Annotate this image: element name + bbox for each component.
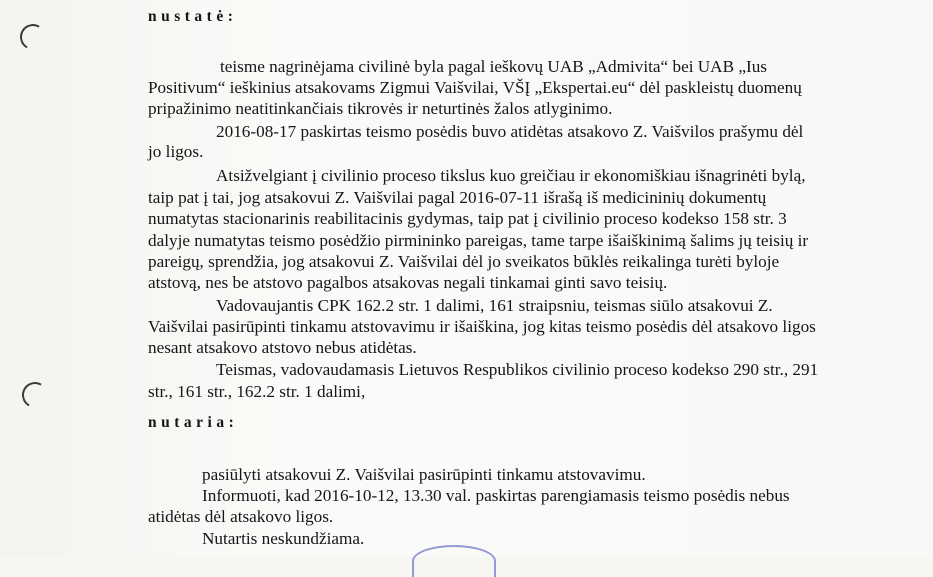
text-line: teisme nagrinėjama civilinė byla pagal ieškovų UAB „Admivita“ bei UAB „Ius xyxy=(220,57,767,76)
text-line: nesant atsakovo atstovo nebus atidėtas. xyxy=(148,338,417,357)
text-line: 2016-08-17 paskirtas teismo posėdis buvo atidėtas atsakovo Z. Vaišvilos prašymu dėl xyxy=(216,122,804,141)
text-line: Vadovaujantis CPK 162.2 str. 1 dalimi, 161 straipsniu, teismas siūlo atsakovui Z. xyxy=(216,296,773,315)
text-line: atstovą, nes be atstovo pagalbos atsakovas negali tinkamai ginti savo teisių. xyxy=(148,273,668,292)
text-line: atidėtas dėl atsakovo ligos. xyxy=(148,507,334,526)
text-line: taip pat į tai, jog atsakovui Z. Vaišvilai pagal 2016-07-11 išrašą iš medicininių dokumentų xyxy=(148,188,767,207)
stamp-edge xyxy=(412,545,496,577)
text-line: pasiūlyti atsakovui Z. Vaišvilai pasirūpinti tinkamu atstovavimu. xyxy=(202,465,646,484)
punch-hole-top xyxy=(17,21,49,53)
text-line: Teismas, vadovaudamasis Lietuvos Respublikos civilinio proceso kodekso 290 str., 291 xyxy=(216,360,819,379)
heading-nutaria: nutaria: xyxy=(148,414,239,431)
text-line: str., 161 str., 162.2 str. 1 dalimi, xyxy=(148,382,366,401)
text-line: Positivum“ ieškinius atsakovams Zigmui Vaišvilai, VŠĮ „Ekspertai.eu“ dėl paskleistų duomenų xyxy=(148,78,802,97)
text-line: pareigų, sprendžia, jog atsakovui Z. Vaišvilai dėl jo sveikatos būklės reikalinga turėti byloje xyxy=(148,252,780,271)
text-line: pripažinimo neatitinkančiais tikrovės ir neturtinės žalos atlyginimo. xyxy=(148,99,613,118)
text-line: Atsižvelgiant į civilinio proceso tikslus kuo greičiau ir ekonomiškiau išnagrinėti bylą, xyxy=(216,166,806,185)
heading-nustate: nustatė: xyxy=(148,8,238,25)
text-line: Vaišvilai pasirūpinti tinkamu atstovavimu ir išaiškina, jog kitas teismo posėdis dėl atsakovo ligos xyxy=(148,317,816,336)
text-line: numatytas stacionarinis reabilitacinis gydymas, taip pat į civilinio proceso kodekso 158 str. 3 xyxy=(148,209,787,228)
text-line: jo ligos. xyxy=(148,142,204,161)
text-line: Nutartis neskundžiama. xyxy=(202,529,365,548)
text-line: dalyje numatytas teismo posėdžio pirmininko pareigas, tame tarpe išaiškinimą šalims jų teisių ir xyxy=(148,231,809,250)
punch-hole-bottom xyxy=(19,379,51,411)
text-line: Informuoti, kad 2016-10-12, 13.30 val. paskirtas parengiamasis teismo posėdis nebus xyxy=(202,486,790,505)
